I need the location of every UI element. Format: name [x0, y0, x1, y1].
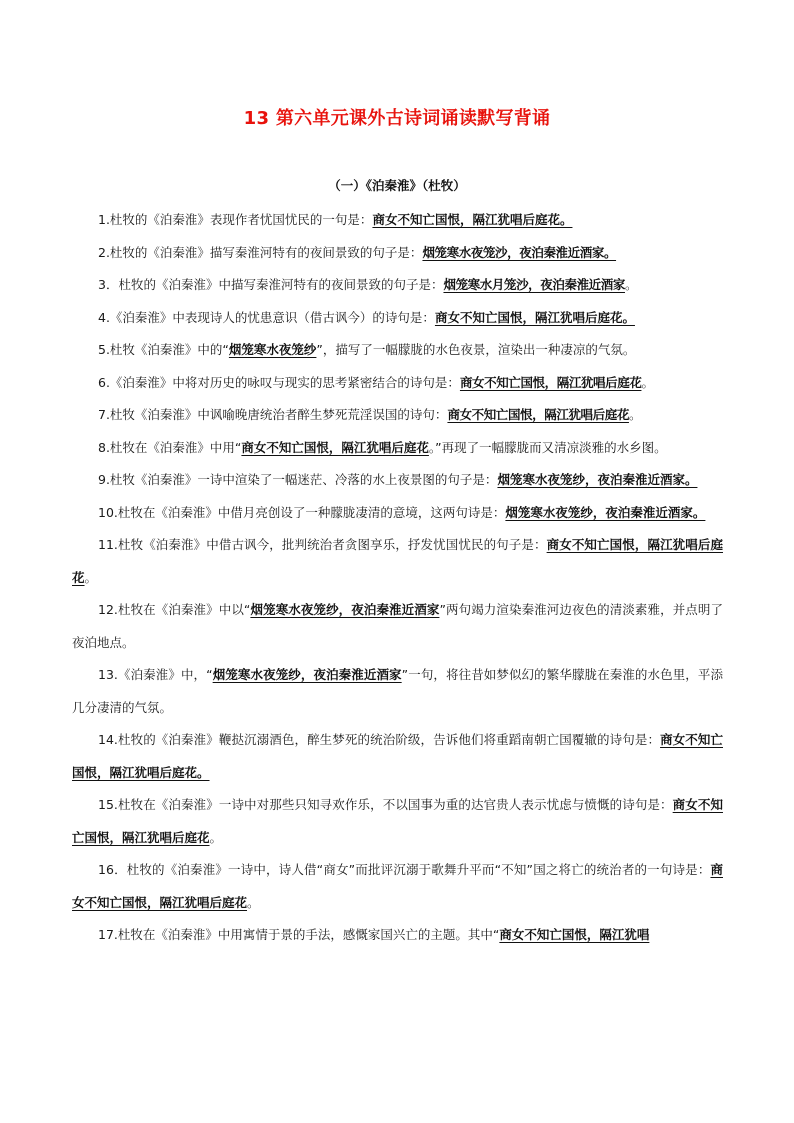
item-text: 15.杜牧在《泊秦淮》一诗中对那些只知寻欢作乐，不以国事为重的达官贵人表示忧虑与愤慨的诗句是：	[98, 797, 673, 812]
answer-text: 商女不知亡国恨，隔江犹唱后庭花	[72, 797, 723, 845]
answer-text: 烟笼寒水夜笼纱，夜泊秦淮近酒家	[212, 667, 402, 682]
list-item	[72, 334, 723, 367]
item-text: 12.杜牧在《泊秦淮》中以“	[98, 602, 251, 617]
item-text: 17.杜牧在《泊秦淮》中用寓情于景的手法，感慨家国兴亡的主题。其中“	[98, 927, 500, 942]
list-item	[72, 724, 723, 789]
answer-text: 烟笼寒水夜笼纱	[228, 342, 317, 357]
list-item	[72, 204, 723, 237]
list-item	[72, 497, 723, 530]
answer-text: 烟笼寒水夜笼纱，夜泊秦淮近酒家	[250, 602, 440, 617]
item-text: 1.杜牧的《泊秦淮》表现作者忧国忧民的一句是：	[98, 212, 373, 227]
item-text: 4.《泊秦淮》中表现诗人的忧患意识（借古讽今）的诗句是：	[98, 309, 435, 325]
item-text: 11.杜牧《泊秦淮》中借古讽今，批判统治者贪图享乐，抒发忧国忧民的句子是：	[98, 537, 547, 552]
answer-text: 商女不知亡国恨，隔江犹唱后庭花。	[434, 309, 635, 325]
list-item	[72, 432, 723, 465]
answer-text: 商女不知亡国恨，隔江犹唱后庭花	[72, 862, 723, 910]
answer-text: 烟笼寒水夜笼纱，夜泊秦淮近酒家。	[505, 504, 706, 520]
answer-text: 商女不知亡国恨，隔江犹唱	[499, 927, 650, 942]
item-text-tail: 。	[247, 894, 260, 910]
item-text: 8.杜牧在《泊秦淮》中用“	[98, 439, 242, 455]
item-text-tail: 。”再现了一幅朦胧而又清凉淡雅的水乡图。	[428, 439, 667, 455]
answer-text: 商女不知亡国恨，隔江犹唱后庭花。	[72, 732, 723, 780]
answer-text: 商女不知亡国恨，隔江犹唱后庭花。	[372, 212, 573, 227]
answer-text: 商女不知亡国恨，隔江犹唱后庭花	[459, 374, 642, 390]
list-item	[72, 529, 723, 594]
document-title: 13 第六单元课外古诗词诵读默写背诵	[243, 108, 551, 129]
list-item	[72, 854, 723, 919]
list-item	[72, 789, 723, 854]
item-text: 5.杜牧《泊秦淮》中的“	[98, 342, 229, 357]
answer-text: 烟笼寒水夜笼沙，夜泊秦淮近酒家。	[422, 244, 617, 260]
answer-text: 烟笼寒水月笼沙，夜泊秦淮近酒家	[443, 277, 625, 292]
question-list	[72, 204, 723, 952]
answer-text: 商女不知亡国恨，隔江犹唱后庭花	[241, 439, 429, 455]
item-text-tail: ”一句，将往昔如梦似幻的繁华朦胧在秦淮的水色里，平添几分凄清的气氛。	[72, 667, 724, 715]
list-item	[72, 237, 723, 270]
item-text: 16．杜牧的《泊秦淮》一诗中，诗人借“商女”而批评沉溺于歌舞升平而“不知”国之将亡的统治者的一句诗是：	[98, 862, 711, 877]
item-text-tail: 。	[209, 829, 223, 845]
item-text: 14.杜牧的《泊秦淮》鞭挞沉溺酒色，醉生梦死的统治阶级，告诉他们将重蹈南朝亡国覆辙的诗句是：	[98, 732, 661, 747]
section-title: （一）《泊秦淮》（杜牧）	[328, 178, 466, 193]
list-item	[72, 399, 723, 432]
item-text-tail: ”，描写了一幅朦胧的水色夜景，渲染出一种凄凉的气氛。	[316, 342, 636, 357]
item-text: 9.杜牧《泊秦淮》一诗中渲染了一幅迷茫、冷落的水上夜景图的句子是：	[98, 472, 498, 487]
item-text-tail: 。	[84, 569, 98, 585]
item-text-tail: 。	[641, 374, 654, 390]
answer-text: 烟笼寒水夜笼纱，夜泊秦淮近酒家。	[497, 472, 698, 487]
item-text-tail: ”两句竭力渲染秦淮河边夜色的清淡素雅，并点明了夜泊地点。	[72, 602, 723, 650]
list-item	[72, 367, 723, 400]
answer-text: 商女不知亡国恨，隔江犹唱后庭花	[72, 537, 723, 585]
item-text: 3．杜牧的《泊秦淮》中描写秦淮河特有的夜间景致的句子是：	[98, 277, 444, 292]
item-text-tail: 。	[624, 277, 638, 292]
item-text: 10.杜牧在《泊秦淮》中借月亮创设了一种朦胧凄清的意境，这两句诗是：	[98, 504, 506, 520]
list-item	[72, 269, 723, 302]
item-text: 2.杜牧的《泊秦淮》描写秦淮河特有的夜间景致的句子是：	[98, 244, 423, 260]
item-text: 7.杜牧《泊秦淮》中讽喻晚唐统治者醉生梦死荒淫误国的诗句：	[98, 407, 448, 422]
list-item	[72, 919, 723, 952]
item-text: 6.《泊秦淮》中将对历史的咏叹与现实的思考紧密结合的诗句是：	[98, 374, 460, 390]
list-item	[72, 464, 723, 497]
answer-text: 商女不知亡国恨，隔江犹唱后庭花	[447, 407, 629, 422]
list-item	[72, 659, 723, 724]
item-text: 13.《泊秦淮》中，“	[98, 667, 213, 682]
list-item	[72, 302, 723, 335]
list-item	[72, 594, 723, 659]
item-text-tail: 。	[628, 407, 642, 422]
